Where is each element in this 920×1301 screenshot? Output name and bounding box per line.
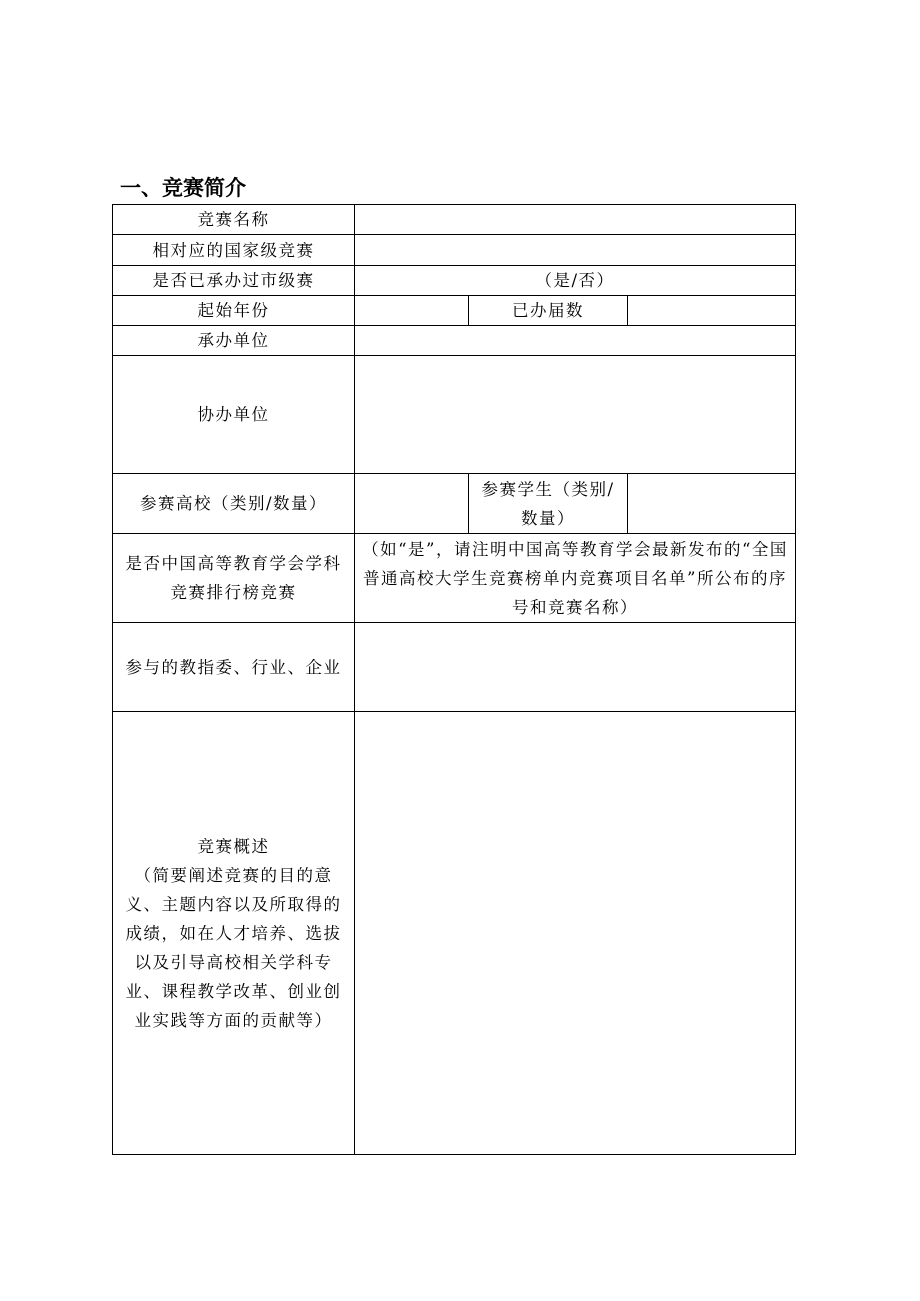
- municipal-held-field[interactable]: （是/否）: [355, 266, 796, 296]
- overview-label-cell: [113, 712, 355, 1155]
- section-title: 一、竞赛简介: [120, 176, 246, 200]
- co-host-unit-field[interactable]: [355, 356, 796, 474]
- ranking-field[interactable]: （如“是”，请注明中国高等教育学会最新发布的“全国普通高校大学生竞赛榜单内竞赛项目名单”所公布的序号和竞赛名称）: [355, 534, 796, 623]
- competition-name-field[interactable]: [355, 205, 796, 235]
- start-year-label: 起始年份: [113, 296, 355, 326]
- row-national-competition: [113, 235, 796, 266]
- host-unit-field[interactable]: [355, 326, 796, 356]
- participants-label: 参与的教指委、行业、企业: [113, 623, 355, 712]
- participating-universities-label: 参赛高校（类别/数量）: [113, 474, 355, 534]
- row-ranking: [113, 534, 796, 623]
- co-host-unit-label: 协办单位: [113, 356, 355, 474]
- sessions-held-field[interactable]: [628, 296, 796, 326]
- participating-students-field[interactable]: [628, 474, 796, 534]
- row-co-host-unit: [113, 356, 796, 474]
- participating-students-label: 参赛学生（类别/数量）: [469, 474, 628, 534]
- sessions-held-label: 已办届数: [469, 296, 628, 326]
- row-municipal-held: [113, 266, 796, 296]
- competition-name-label: 竞赛名称: [113, 205, 355, 235]
- host-unit-label: 承办单位: [113, 326, 355, 356]
- overview-field[interactable]: [355, 712, 796, 1155]
- national-competition-label: 相对应的国家级竞赛: [113, 235, 355, 266]
- start-year-field[interactable]: [355, 296, 469, 326]
- overview-description: （简要阐述竞赛的目的意义、主题内容以及所取得的成绩，如在人才培养、选拔以及引导高校相关学科专业、课程教学改革、创业创业实践等方面的贡献等）: [125, 865, 342, 1030]
- row-participants: [113, 623, 796, 712]
- competition-info-table: [112, 204, 796, 1155]
- row-start-year: [113, 296, 796, 326]
- participating-universities-field[interactable]: [355, 474, 469, 534]
- municipal-held-label: 是否已承办过市级赛: [113, 266, 355, 296]
- row-competition-name: [113, 205, 796, 235]
- national-competition-field[interactable]: [355, 235, 796, 266]
- participants-field[interactable]: [355, 623, 796, 712]
- overview-title: 竞赛概述: [197, 836, 270, 856]
- row-participants-count: [113, 474, 796, 534]
- ranking-label: 是否中国高等教育学会学科竞赛排行榜竞赛: [113, 534, 355, 623]
- row-host-unit: [113, 326, 796, 356]
- row-overview: [113, 712, 796, 1155]
